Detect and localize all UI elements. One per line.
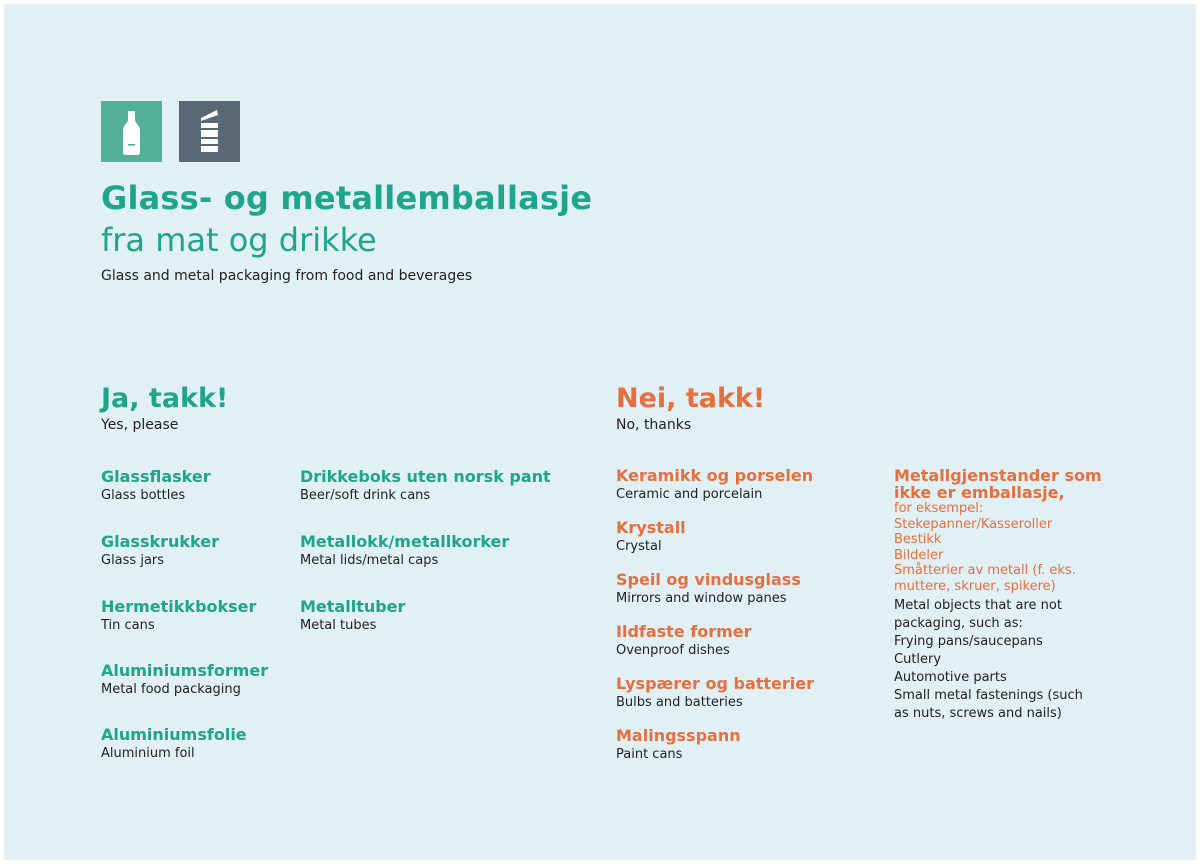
example-line: for eksempel: xyxy=(894,501,984,516)
item-name: Metalltuber xyxy=(300,597,406,616)
yes-subheading: Yes, please xyxy=(101,417,179,433)
item-name: Hermetikkbokser xyxy=(101,597,257,616)
item-name: Malingsspann xyxy=(616,726,741,745)
item-name: Krystall xyxy=(616,518,686,537)
list-item xyxy=(101,725,247,763)
english-line: as nuts, screws and nails) xyxy=(894,706,1062,721)
item-name: Glassflasker xyxy=(101,467,211,486)
list-item xyxy=(616,570,801,608)
list-item xyxy=(300,532,509,570)
page-title-line2: fra mat og drikke xyxy=(101,221,377,259)
item-desc: Glass bottles xyxy=(101,488,186,503)
yes-heading: Ja, takk! xyxy=(101,383,229,414)
item-desc: Tin cans xyxy=(101,618,155,633)
no-subheading: No, thanks xyxy=(616,417,692,433)
item-desc: Ceramic and porcelain xyxy=(616,487,763,502)
list-item xyxy=(101,661,268,699)
item-desc: Bulbs and batteries xyxy=(616,695,743,710)
item-desc: Metal food packaging xyxy=(101,682,241,697)
list-item xyxy=(101,532,219,570)
no-heading: Nei, takk! xyxy=(616,383,766,414)
list-item xyxy=(616,518,686,556)
item-desc: Metal lids/metal caps xyxy=(300,553,439,568)
english-line: Cutlery xyxy=(894,652,942,667)
item-name: Glasskrukker xyxy=(101,532,219,551)
example-line: Småtterier av metall (f. eks. xyxy=(894,563,1076,578)
list-item xyxy=(300,597,405,635)
example-line: Bildeler xyxy=(894,547,944,563)
example-line: Stekepanner/Kasseroller xyxy=(894,516,1053,532)
item-desc: Beer/soft drink cans xyxy=(300,488,431,503)
metal-objects-block xyxy=(894,467,1104,723)
item-name: Speil og vindusglass xyxy=(616,570,801,589)
item-name: Aluminiumsformer xyxy=(101,661,269,680)
english-line: Automotive parts xyxy=(894,670,1007,685)
example-line: Bestikk xyxy=(894,532,942,547)
list-item xyxy=(616,622,752,660)
english-line: Metal objects that are not xyxy=(894,598,1062,613)
list-item xyxy=(101,467,211,505)
item-name: Ildfaste former xyxy=(616,622,752,641)
english-line: Small metal fastenings (such xyxy=(894,688,1083,703)
item-name: Drikkeboks uten norsk pant xyxy=(300,467,551,486)
item-name: Keramikk og porselen xyxy=(616,466,814,485)
page-subtitle: Glass and metal packaging from food and beverages xyxy=(101,268,473,284)
item-name: Lyspærer og batterier xyxy=(616,674,815,693)
list-item xyxy=(616,726,741,764)
bottle-icon xyxy=(101,101,162,162)
metal-objects-title-line1: Metallgjenstander som xyxy=(894,466,1102,485)
can-icon xyxy=(179,101,240,162)
english-line: packaging, such as: xyxy=(894,616,1023,631)
item-desc: Paint cans xyxy=(616,747,683,762)
list-item xyxy=(616,466,813,504)
list-item xyxy=(300,467,551,505)
item-desc: Aluminium foil xyxy=(101,746,195,761)
item-name: Aluminiumsfolie xyxy=(101,725,247,744)
item-desc: Ovenproof dishes xyxy=(616,643,730,658)
item-name: Metallokk/metallkorker xyxy=(300,532,510,551)
page-title: Glass- og metallemballasje xyxy=(101,179,593,217)
item-desc: Crystal xyxy=(616,539,662,554)
example-line: muttere, skruer, spikere) xyxy=(894,578,1056,594)
list-item xyxy=(616,674,814,712)
list-item xyxy=(101,597,256,635)
item-desc: Mirrors and window panes xyxy=(616,591,787,606)
item-desc: Metal tubes xyxy=(300,618,377,633)
item-desc: Glass jars xyxy=(101,553,165,568)
metal-objects-title-line2: ikke er emballasje, xyxy=(894,483,1065,502)
english-line: Frying pans/saucepans xyxy=(894,634,1043,649)
